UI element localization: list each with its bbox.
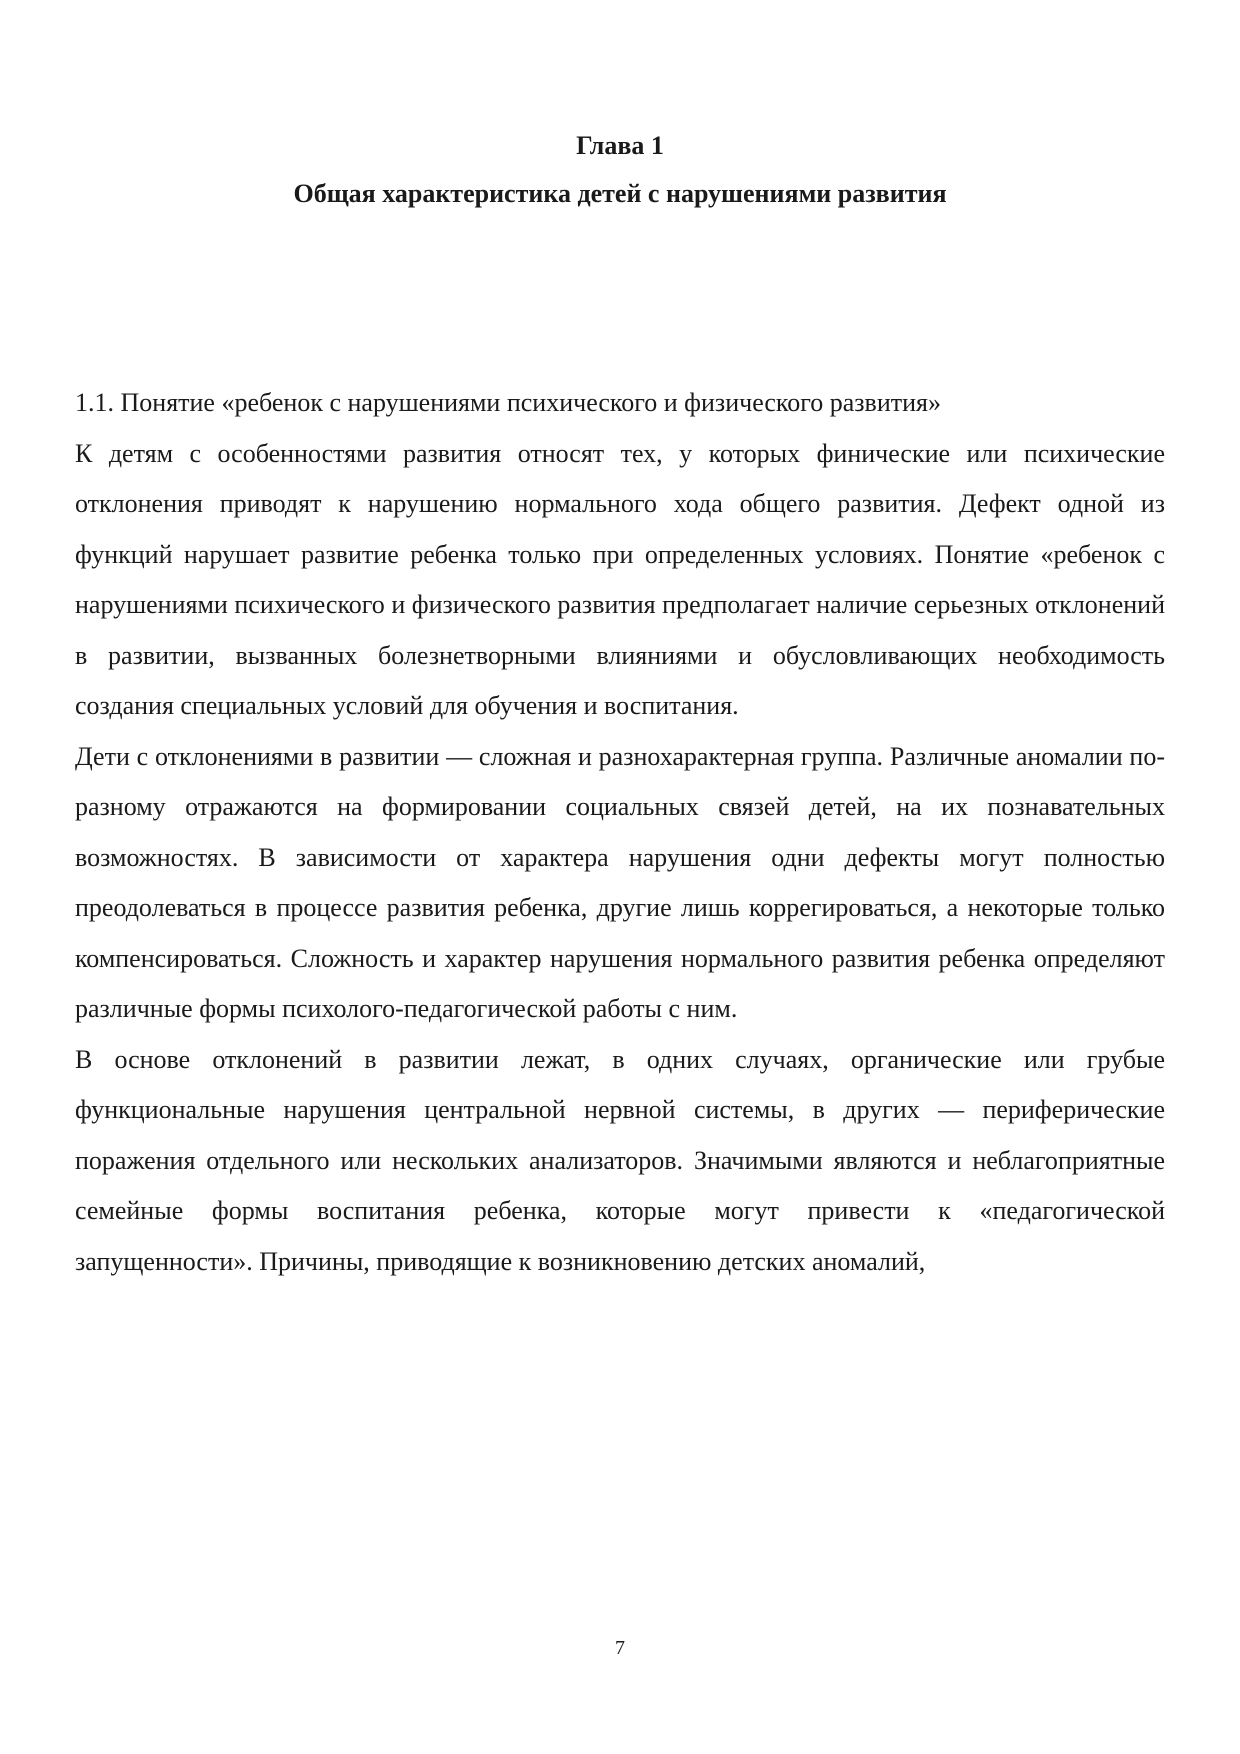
section-heading: 1.1. Понятие «ребенок с нарушениями психического и физического развития»	[75, 388, 941, 417]
paragraph-2: Дети с отклонениями в развитии — сложная и разнохарактерная группа. Различные аномалии по-разному отражаются на формировании социальных связей детей, на их познавательных возможностях. В зависимости от характера нарушения одни дефекты могут полностью преодолеваться в процессе развития ребенка, другие лишь коррегироваться, а некоторые только компенсироваться. Сложность и характер нарушения нормального развития ребенка определяют различные формы психолого-педагогической работы с ним.	[75, 741, 1165, 1023]
body-content	[75, 378, 1165, 1287]
paragraph-1: К детям с особенностями развития относят тех, у которых финические или психические отклонения приводят к нарушению нормального хода общего развития. Дефект одной из функций нарушает развитие ребенка только при определенных условиях. Понятие «ребенок с нарушениями психического и физического развития предполагает наличие серьезных отклонений в развитии, вызванных болезнетворными влияниями и обусловливающих необходимость создания специальных условий для обучения и воспитания.	[75, 438, 1165, 720]
chapter-label: Глава 1	[576, 131, 664, 160]
page-number: 7	[615, 1637, 625, 1659]
chapter-title: Общая характеристика детей с нарушениями развития	[293, 179, 947, 208]
paragraph-3: В основе отклонений в развитии лежат, в одних случаях, органические или грубые функциональные нарушения центральной нервной системы, в других — периферические поражения отдельного или нескольких анализаторов. Значимыми являются и неблагоприятные семейные формы воспитания ребенка, которые могут привести к «педагогической запущенности». Причины, приводящие к возникновению детских аномалий,	[75, 1044, 1165, 1276]
